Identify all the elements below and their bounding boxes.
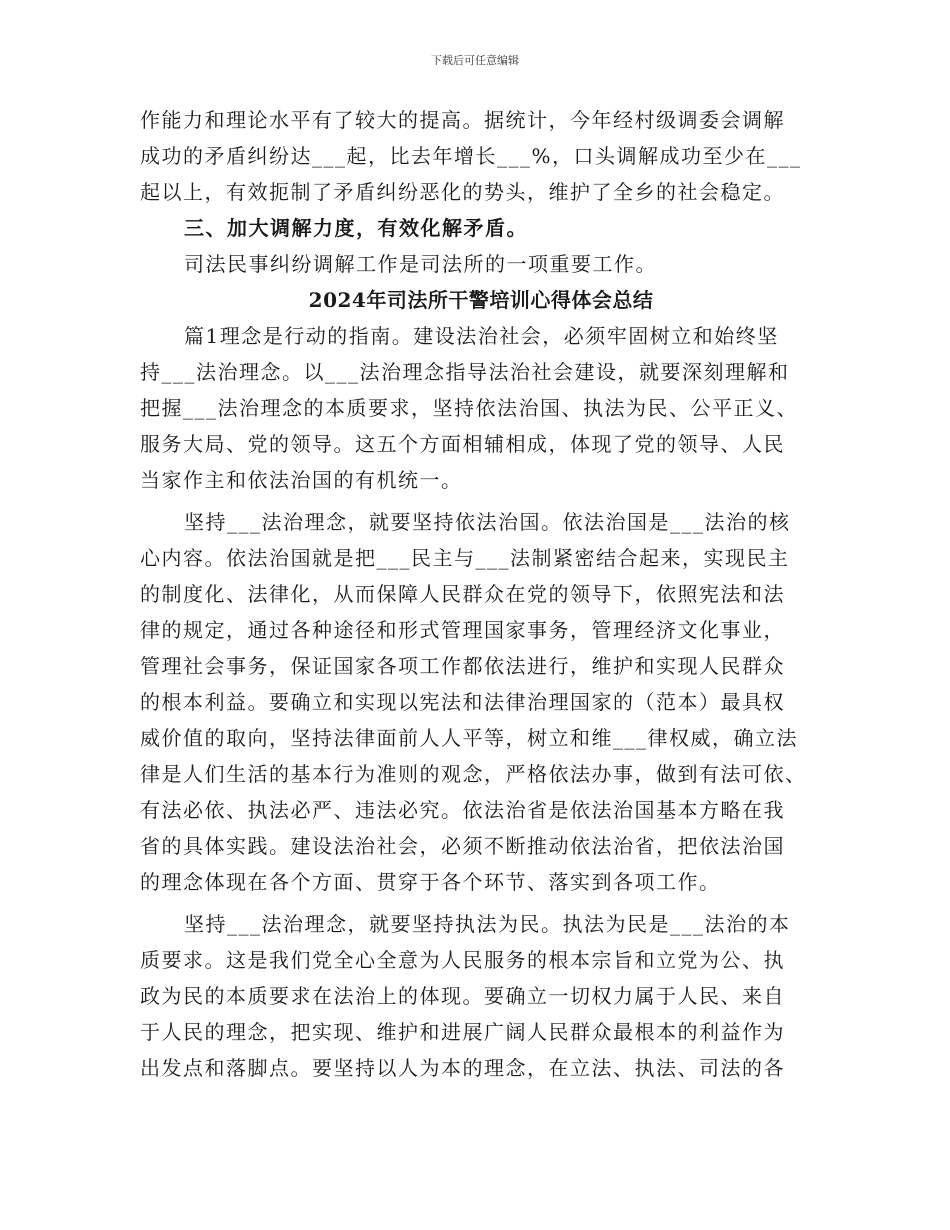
body-line: 律是人们生活的基本行为准则的观念，严格依法办事，做到有法可依、 (140, 762, 807, 786)
body-line: 服务大局、党的领导。这五个方面相辅相成，体现了党的领导、人民 (140, 432, 785, 456)
body-line: 质要求。这是我们党全心全意为人民服务的根本宗旨和立党为公、执 (140, 948, 785, 972)
body-line: 心内容。依法治国就是把___民主与___法制紧密结合起来，实现民主 (140, 546, 790, 570)
body-line: 省的具体实践。建设法治社会，必须不断推动依法治省，把依法治国 (140, 834, 785, 858)
body-line: 坚持___法治理念，就要坚持依法治国。依法治国是___法治的核 (184, 510, 791, 534)
body-line: 坚持___法治理念，就要坚持执法为民。执法为民是___法治的本 (184, 912, 791, 936)
body-line: 于人民的理念，把实现、维护和进展广阔人民群众最根本的利益作为 (140, 1020, 785, 1044)
body-line: 管理社会事务，保证国家各项工作都依法进行，维护和实现人民群众 (140, 654, 785, 678)
body-line: 持___法治理念。以___法治理念指导法治社会建设，就要深刻理解和 (140, 360, 790, 384)
body-line: 司法民事纠纷调解工作是司法所的一项重要工作。 (184, 252, 657, 276)
body-line: 的根本利益。要确立和实现以宪法和法律治理国家的（范本）最具权 (140, 690, 785, 714)
body-line: 有法必依、执法必严、违法必究。依法治省是依法治国基本方略在我 (140, 798, 785, 822)
body-line: 的理念体现在各个方面、贯穿于各个环节、落实到各项工作。 (140, 870, 721, 894)
section-heading: 三、加大调解力度，有效化解矛盾。 (184, 216, 528, 240)
body-line: 的制度化、法律化，从而保障人民群众在党的领导下，依照宪法和法 (140, 582, 785, 606)
body-line: 出发点和落脚点。要坚持以人为本的理念，在立法、执法、司法的各 (140, 1056, 785, 1080)
document-body (140, 102, 812, 1086)
body-line: 威价值的取向，坚持法律面前人人平等，树立和维___律权威，确立法 (140, 726, 798, 750)
body-line: 把握___法治理念的本质要求，坚持依法治国、执法为民、公平正义、 (140, 396, 798, 420)
body-line: 成功的矛盾纠纷达___起，比去年增长___%，口头调解成功至少在___ (140, 144, 802, 168)
body-line: 政为民的本质要求在法治上的体现。要确立一切权力属于人民、来自 (140, 984, 785, 1008)
body-line: 作能力和理论水平有了较大的提高。据统计，今年经村级调委会调解 (140, 108, 785, 132)
body-line: 律的规定，通过各种途径和形式管理国家事务，管理经济文化事业， (140, 618, 785, 642)
body-line: 篇1理念是行动的指南。建设法治社会，必须牢固树立和始终坚 (184, 324, 779, 348)
document-title: 2024年司法所干警培训心得体会总结 (308, 288, 654, 312)
body-line: 当家作主和依法治国的有机统一。 (140, 468, 463, 492)
body-line: 起以上，有效扼制了矛盾纠纷恶化的势头，维护了全乡的社会稳定。 (140, 180, 785, 204)
page-header: 下载后可任意编辑 (431, 54, 519, 67)
